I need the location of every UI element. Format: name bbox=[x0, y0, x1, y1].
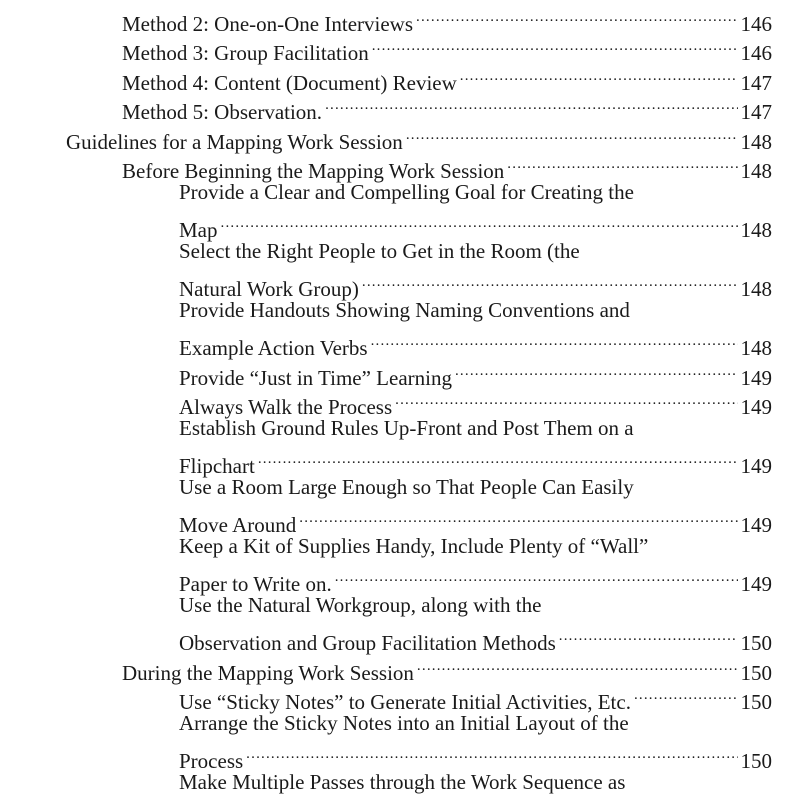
toc-entry-line bbox=[179, 473, 772, 503]
toc-entry-line bbox=[122, 650, 772, 685]
toc-entry-title: Method 5: Observation. bbox=[122, 100, 323, 124]
toc-entry-line bbox=[122, 149, 772, 183]
dot-leader bbox=[299, 503, 737, 533]
toc-entry-line bbox=[179, 326, 772, 360]
dot-leader bbox=[325, 90, 737, 120]
dot-leader bbox=[372, 31, 738, 61]
toc-entry[interactable] bbox=[179, 709, 772, 773]
page-number: 148 bbox=[740, 218, 772, 242]
page-number: 149 bbox=[740, 395, 772, 419]
dot-leader bbox=[395, 385, 737, 415]
toc-entry-line bbox=[179, 267, 772, 301]
toc-entry[interactable] bbox=[179, 414, 772, 478]
toc-entry-line bbox=[179, 414, 772, 444]
dot-leader bbox=[455, 355, 738, 385]
dot-leader bbox=[406, 119, 738, 149]
toc-entry-title: Keep a Kit of Supplies Handy, Include Plenty of “Wall” bbox=[179, 534, 649, 558]
toc-entry-title: Use a Room Large Enough so That People Can Easily bbox=[179, 475, 634, 499]
dot-leader bbox=[221, 208, 738, 238]
toc-entry[interactable] bbox=[179, 355, 772, 390]
toc-entry[interactable] bbox=[179, 296, 772, 360]
toc-entry[interactable] bbox=[179, 591, 772, 655]
page-number: 150 bbox=[740, 631, 772, 655]
page-number: 149 bbox=[740, 572, 772, 596]
page-number: 147 bbox=[740, 100, 772, 124]
page-number: 146 bbox=[740, 11, 772, 36]
toc-entry-title: Method 3: Group Facilitation bbox=[122, 41, 369, 65]
toc-entry-line bbox=[179, 562, 772, 596]
dot-leader bbox=[246, 739, 737, 769]
toc-entry-title: Natural Work Group) bbox=[179, 277, 359, 301]
page-number: 149 bbox=[740, 513, 772, 537]
page-number: 148 bbox=[740, 336, 772, 360]
page-number: 146 bbox=[740, 41, 772, 65]
toc-entry-line bbox=[179, 355, 772, 390]
page-number: 149 bbox=[740, 454, 772, 478]
toc-entry-title: Provide a Clear and Compelling Goal for Creating the bbox=[179, 180, 634, 204]
toc-entry-title: Provide Handouts Showing Naming Conventions and bbox=[179, 298, 630, 322]
toc-entry-line bbox=[179, 739, 772, 773]
dot-leader bbox=[258, 444, 738, 474]
toc-entry-title: Move Around bbox=[179, 513, 297, 537]
toc-entry[interactable] bbox=[179, 768, 772, 798]
page-number: 148 bbox=[740, 129, 772, 154]
toc-entry-line bbox=[179, 621, 772, 655]
toc-entry-line bbox=[179, 503, 772, 537]
toc-entry-title: Select the Right People to Get in the Room (the bbox=[179, 239, 580, 263]
dot-leader bbox=[559, 621, 738, 651]
toc-entry-title: Method 2: One-on-One Interviews bbox=[122, 11, 414, 36]
toc-entry-title: During the Mapping Work Session bbox=[122, 660, 414, 685]
page-number: 150 bbox=[740, 660, 772, 685]
toc-entry-line bbox=[179, 768, 772, 798]
toc-entry-title: Use “Sticky Notes” to Generate Initial Activities, Etc. bbox=[179, 690, 631, 714]
toc-entry-title: Before Beginning the Mapping Work Session bbox=[122, 159, 505, 183]
toc-entry-title: Use the Natural Workgroup, along with the bbox=[179, 593, 542, 617]
toc-entry[interactable] bbox=[66, 119, 772, 154]
toc-entry-title: Flipchart bbox=[179, 454, 255, 478]
toc-entry-title: Provide “Just in Time” Learning bbox=[179, 365, 452, 390]
dot-leader bbox=[634, 680, 738, 710]
toc-entry-title: Paper to Write on. bbox=[179, 572, 332, 596]
toc-entry-title: Make Multiple Passes through the Work Sequence as bbox=[179, 770, 626, 794]
toc-entry-line bbox=[179, 680, 772, 714]
toc-entry[interactable] bbox=[179, 178, 772, 242]
page-number: 148 bbox=[740, 277, 772, 301]
toc-entry[interactable] bbox=[179, 473, 772, 537]
toc-entry-title: Always Walk the Process bbox=[179, 395, 393, 419]
dot-leader bbox=[371, 326, 738, 356]
toc-entry-title: Process bbox=[179, 749, 244, 773]
toc-entry-line bbox=[179, 178, 772, 208]
toc-entry[interactable] bbox=[179, 385, 772, 419]
toc-entry-title: Map bbox=[179, 218, 218, 242]
toc-entry[interactable] bbox=[122, 31, 772, 65]
toc-entry[interactable] bbox=[122, 60, 772, 95]
page-number: 150 bbox=[740, 690, 772, 714]
toc-entry-line bbox=[179, 591, 772, 621]
toc-entry-title: Guidelines for a Mapping Work Session bbox=[66, 129, 403, 154]
toc-entry-title: Example Action Verbs bbox=[179, 336, 368, 360]
page-number: 148 bbox=[740, 159, 772, 183]
toc-entry-line bbox=[179, 237, 772, 267]
page-number: 150 bbox=[740, 749, 772, 773]
toc-entry-line bbox=[122, 90, 772, 124]
toc-entry-line bbox=[179, 296, 772, 326]
dot-leader bbox=[460, 60, 738, 90]
toc-entry-title: Establish Ground Rules Up-Front and Post Them on a bbox=[179, 416, 634, 440]
toc-entry[interactable] bbox=[122, 650, 772, 685]
toc-entry-line bbox=[179, 532, 772, 562]
toc-entry[interactable] bbox=[179, 532, 772, 596]
dot-leader bbox=[507, 149, 737, 179]
toc-entry-line bbox=[179, 444, 772, 478]
dot-leader bbox=[362, 267, 738, 297]
toc-entry-line bbox=[179, 709, 772, 739]
dot-leader bbox=[335, 562, 738, 592]
toc-entry-line bbox=[122, 1, 772, 36]
toc-entry[interactable] bbox=[179, 237, 772, 301]
toc-entry[interactable] bbox=[122, 90, 772, 124]
toc-entry-line bbox=[179, 385, 772, 419]
toc-entry-title: Observation and Group Facilitation Methods bbox=[179, 631, 556, 655]
toc-entry[interactable] bbox=[122, 1, 772, 36]
toc-entry-line bbox=[179, 208, 772, 242]
toc-entry-title: Method 4: Content (Document) Review bbox=[122, 70, 457, 95]
toc-entry-line bbox=[122, 60, 772, 95]
toc-entry-title: Arrange the Sticky Notes into an Initial Layout of the bbox=[179, 711, 629, 735]
toc-entry-line bbox=[66, 119, 772, 154]
toc-entry-line bbox=[122, 31, 772, 65]
dot-leader bbox=[416, 1, 737, 31]
page-number: 147 bbox=[740, 70, 772, 95]
toc-entry[interactable] bbox=[179, 680, 772, 714]
dot-leader bbox=[417, 650, 738, 680]
toc-entry[interactable] bbox=[122, 149, 772, 183]
page-number: 149 bbox=[740, 365, 772, 390]
